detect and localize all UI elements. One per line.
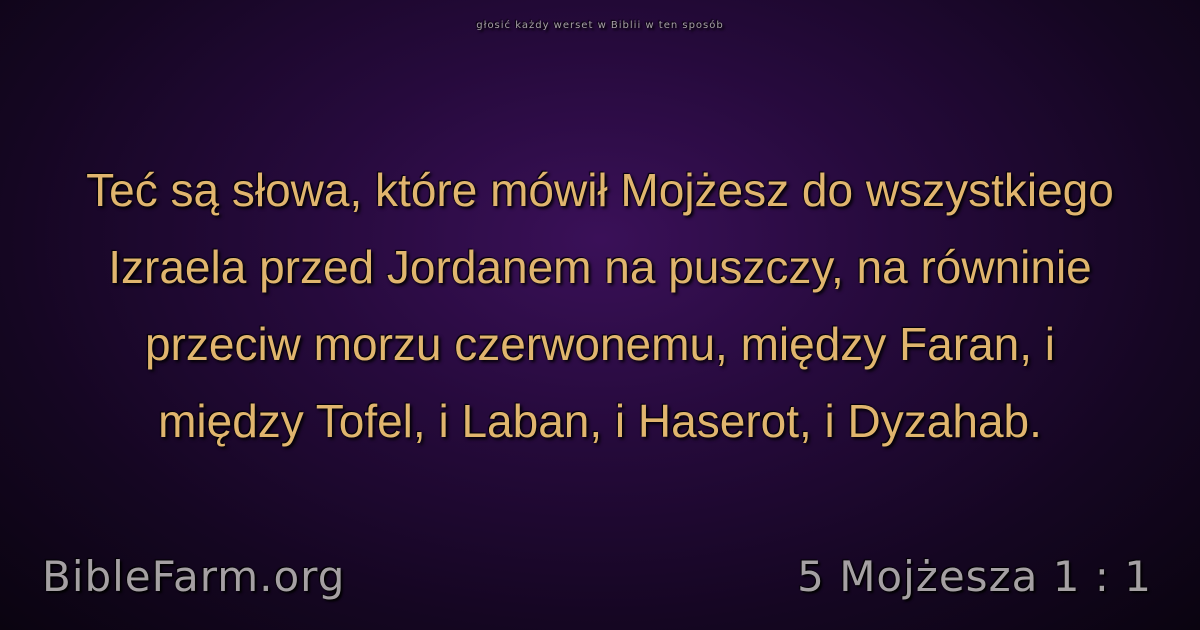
verse-line: między Tofel, i Laban, i Haserot, i Dyzahab. — [158, 395, 1042, 447]
verse-line: Izraela przed Jordanem na puszczy, na równinie — [108, 241, 1092, 293]
verse-reference: 5 Mojżesza 1 : 1 — [797, 552, 1152, 601]
verse-text — [50, 152, 1150, 460]
verse-line: Teć są słowa, które mówił Mojżesz do wszystkiego — [86, 164, 1114, 216]
verse-line: przeciw morzu czerwonemu, między Faran, i — [144, 318, 1056, 370]
site-name: BibleFarm.org — [42, 552, 346, 601]
tagline: głosić każdy werset w Biblii w ten sposób — [476, 20, 724, 31]
